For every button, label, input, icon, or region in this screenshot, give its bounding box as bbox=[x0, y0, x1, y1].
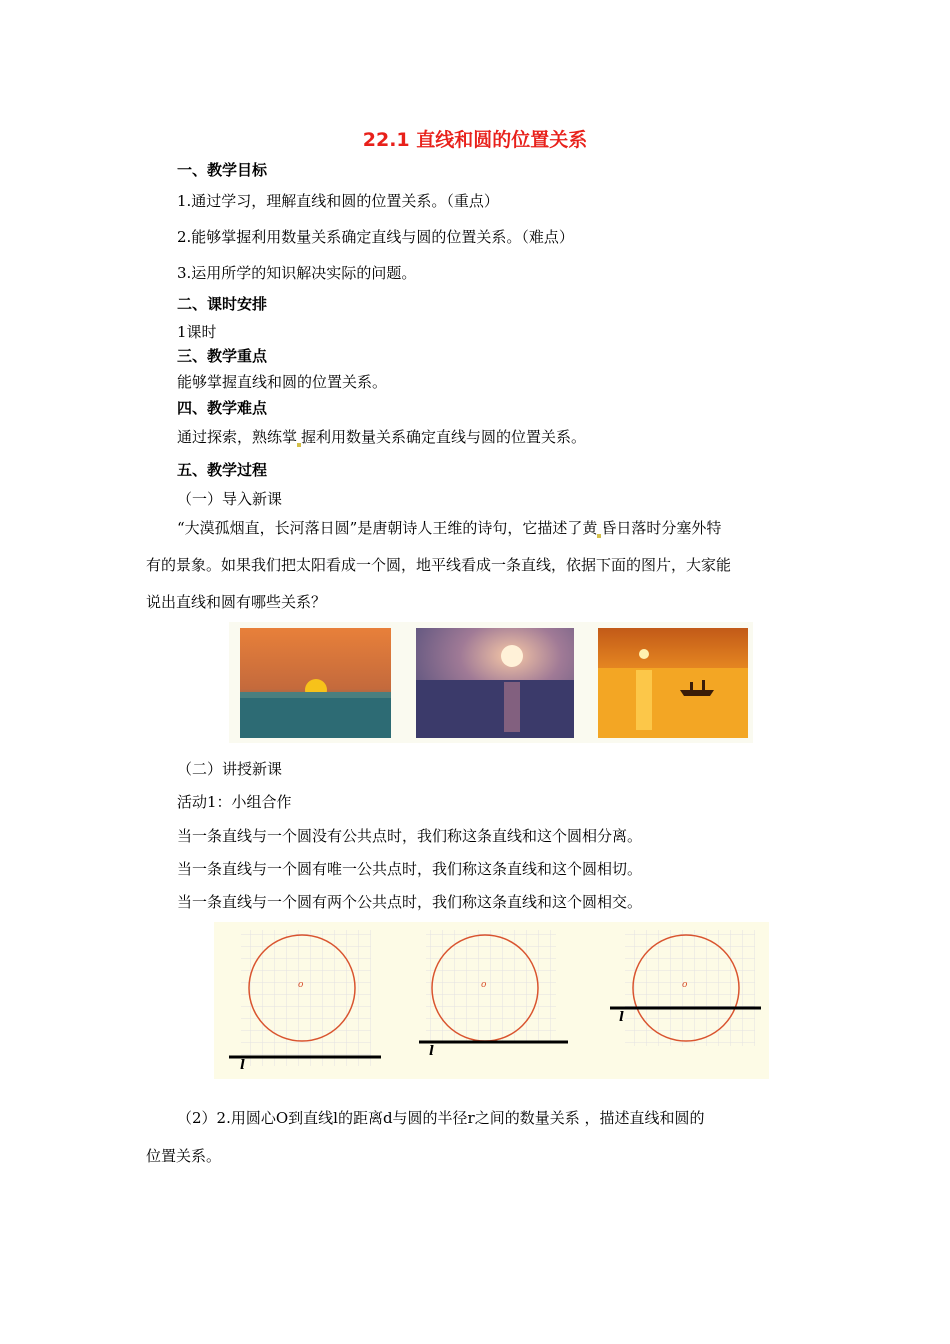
grid-1 bbox=[241, 930, 371, 1066]
definition-intersect: 当一条直线与一个圆有两个公共点时，我们称这条直线和这个圆相交。 bbox=[177, 893, 643, 911]
line-label-2: l bbox=[429, 1044, 434, 1059]
definition-separate: 当一条直线与一个圆没有公共点时，我们称这条直线和这个圆相分离。 bbox=[177, 827, 643, 845]
goal-item-3: 3.运用所学的知识解决实际的问题。 bbox=[177, 264, 417, 282]
section-heading-process: 五、教学过程 bbox=[177, 461, 268, 479]
goal-item-2: 2.能够掌握利用数量关系确定直线与圆的位置关系。（难点） bbox=[177, 228, 574, 246]
center-label-3: o bbox=[682, 980, 688, 990]
section-heading-schedule: 二、课时安排 bbox=[177, 295, 268, 313]
key-point-text: 能够掌握直线和圆的位置关系。 bbox=[177, 373, 388, 391]
line-circle-diagrams bbox=[214, 922, 769, 1079]
section-heading-key-point: 三、教学重点 bbox=[177, 347, 268, 365]
sunset-photo-1 bbox=[240, 628, 391, 738]
activity-label: 活动1：小组合作 bbox=[177, 793, 292, 811]
section-heading-difficulty: 四、教学难点 bbox=[177, 399, 268, 417]
line-label-1: l bbox=[240, 1058, 245, 1073]
center-label-2: o bbox=[481, 980, 487, 990]
question-line-1: （2）2.用圆心O到直线l的距离d与圆的半径r之间的数量关系 ，描述直线和圆的 bbox=[177, 1109, 705, 1127]
line-label-3: l bbox=[619, 1010, 624, 1025]
center-label-1: o bbox=[298, 980, 304, 990]
subsection-intro: （一）导入新课 bbox=[177, 490, 283, 508]
sunset-photo-2 bbox=[416, 628, 574, 738]
grid-3 bbox=[625, 930, 755, 1046]
section-heading-goals: 一、教学目标 bbox=[177, 161, 268, 179]
definition-tangent: 当一条直线与一个圆有唯一公共点时，我们称这条直线和这个圆相切。 bbox=[177, 860, 643, 878]
difficulty-text: 通过探索，熟练掌 握利用数量关系确定直线与圆的位置关系。 bbox=[177, 428, 587, 446]
sunset-photo-3 bbox=[598, 628, 748, 738]
sunset-photos bbox=[229, 622, 753, 743]
intro-paragraph-line-3: 说出直线和圆有哪些关系？ bbox=[146, 593, 327, 611]
goal-item-1: 1.通过学习，理解直线和圆的位置关系。（重点） bbox=[177, 192, 499, 210]
grid-2 bbox=[426, 930, 556, 1042]
question-line-2: 位置关系。 bbox=[146, 1147, 222, 1165]
intro-paragraph-line-2: 有的景象。如果我们把太阳看成一个圆，地平线看成一条直线，依据下面的图片，大家能 bbox=[146, 556, 732, 574]
subsection-new-lesson: （二）讲授新课 bbox=[177, 760, 283, 778]
document-title: 22.1 直线和圆的位置关系 bbox=[362, 129, 588, 151]
schedule-text: 1课时 bbox=[177, 323, 217, 341]
intro-paragraph-line-1: “大漠孤烟直，长河落日圆”是唐朝诗人王维的诗句，它描述了黄 昏日落时分塞外特 bbox=[177, 519, 722, 537]
